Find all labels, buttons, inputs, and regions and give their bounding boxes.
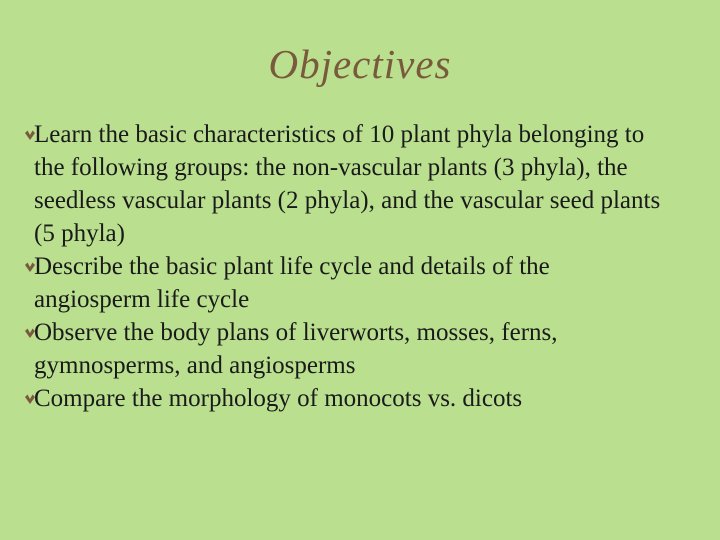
- list-item-text: Describe the basic plant life cycle and details of the angiosperm life cycle: [34, 253, 550, 313]
- objectives-list: [24, 118, 674, 415]
- list-item-text: Learn the basic characteristics of 10 plant phyla belonging to the following groups: the non-vascular plants (3 phyla), the seedless vascular plants (2 phyla), and the vascular seed plants (5 phyla): [34, 121, 661, 247]
- list-item: [24, 118, 674, 250]
- list-item: [24, 250, 674, 316]
- list-item: [24, 316, 674, 382]
- list-item: [24, 382, 674, 415]
- slide-title: Objectives: [268, 41, 452, 87]
- list-item-text: Compare the morphology of monocots vs. dicots: [34, 385, 523, 412]
- list-item-text: Observe the body plans of liverworts, mosses, ferns, gymnosperms, and angiosperms: [34, 319, 558, 379]
